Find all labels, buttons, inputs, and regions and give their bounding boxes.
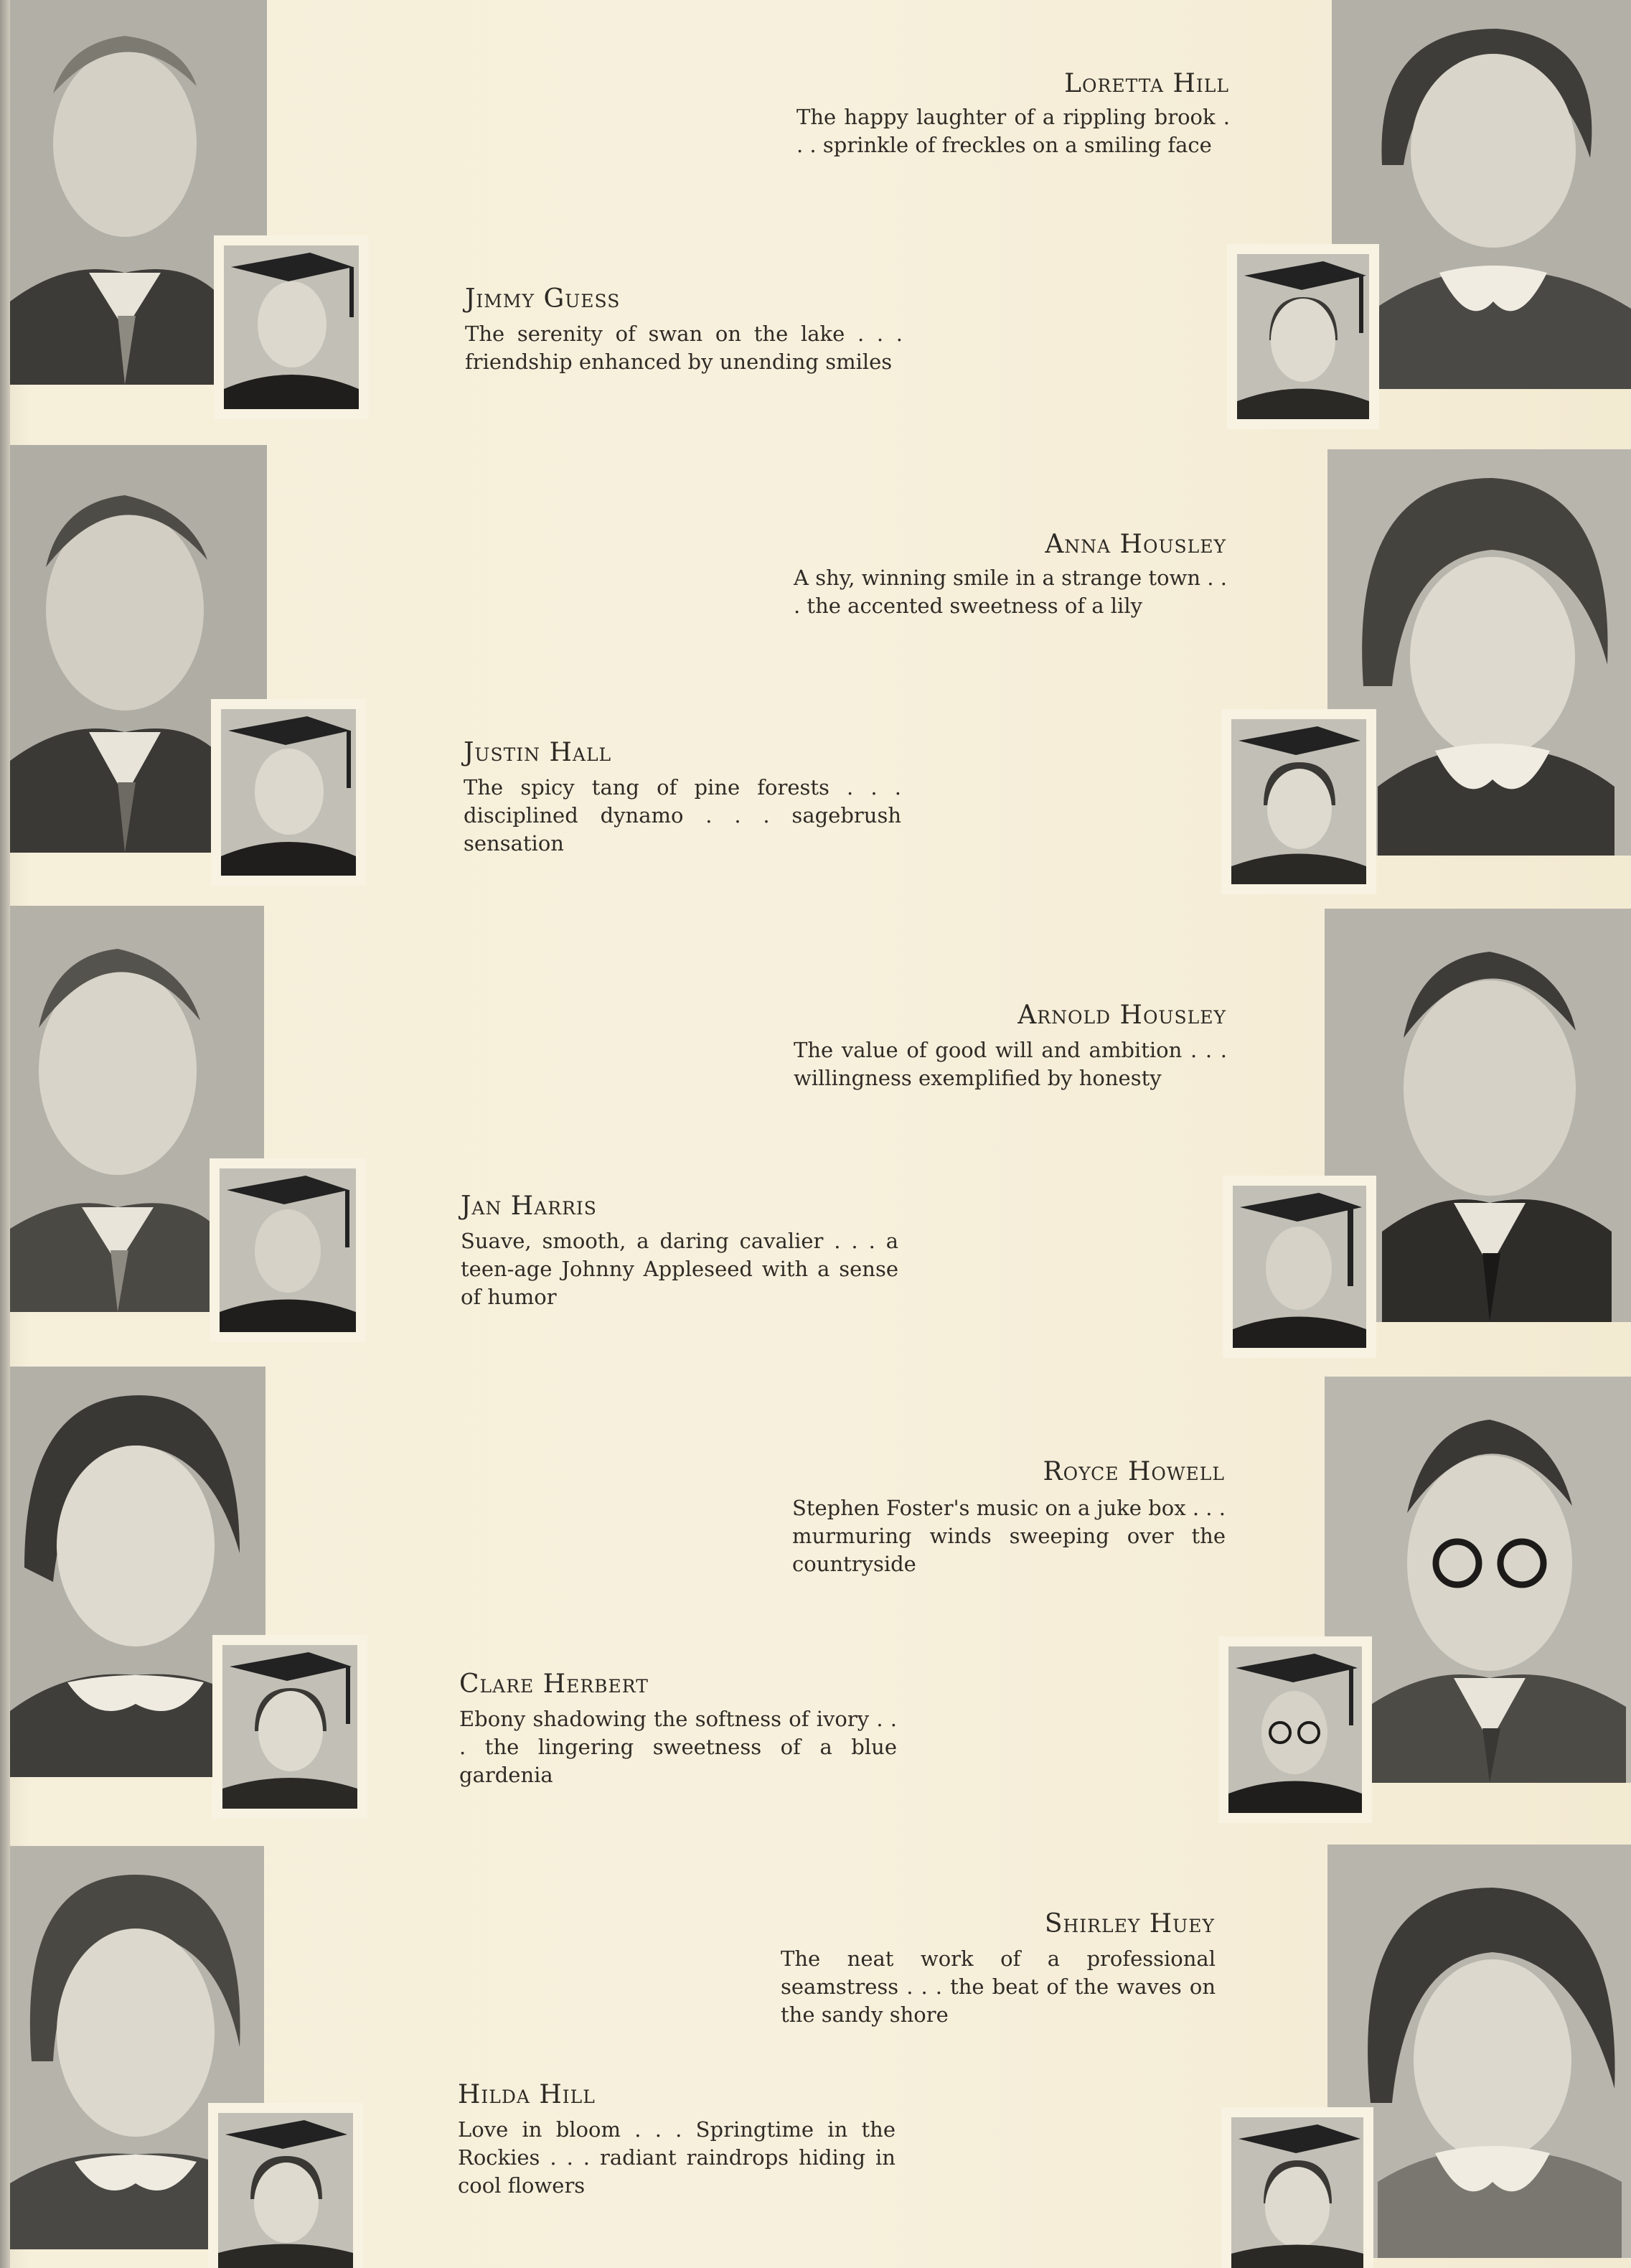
boy-cap-portrait-icon [220,1168,356,1332]
cap-portrait-shirley-huey [1231,2117,1363,2268]
student-bio: The serenity of swan on the lake . . . friendship enhanced by unending smiles [465,322,903,374]
boy-cap-portrait-icon [1228,1646,1362,1813]
portrait-loretta-hill [1332,0,1631,389]
girl-portrait-icon [1327,1845,1631,2258]
cap-portrait-hilda-hill [218,2113,353,2268]
cap-portrait-jan-harris [220,1168,356,1332]
portrait-shirley-huey [1327,1845,1631,2258]
student-bio: Suave, smooth, a daring cavalier . . . a teen-age Johnny Appleseed with a sense of humor [461,1229,898,1309]
student-name: Royce Howell [1043,1457,1225,1486]
book-spine-shadow [0,0,10,2268]
boy-cap-portrait-icon [224,245,359,409]
girl-cap-portrait-icon [1231,719,1366,884]
student-name: Loretta Hill [1064,69,1229,98]
cap-portrait-justin-hall [221,709,356,876]
boy-portrait-icon [1325,1377,1631,1783]
girl-portrait-icon [1327,449,1631,856]
girl-cap-portrait-icon [218,2113,353,2268]
cap-portrait-royce-howell [1228,1646,1362,1813]
student-bio: The value of good will and ambition . . . willingness exemplified by honesty [794,1038,1227,1090]
student-name: Justin Hall [464,738,612,767]
student-bio: A shy, winning smile in a strange town . . . the accented sweetness of a lily [794,566,1227,618]
boy-portrait-icon [1325,909,1631,1322]
student-name: Clare Herbert [459,1669,649,1699]
girl-cap-portrait-icon [1231,2117,1363,2268]
student-name: Jimmy Guess [465,284,621,314]
girl-cap-portrait-icon [222,1645,357,1809]
cap-portrait-jimmy-guess [224,245,359,409]
cap-portrait-anna-housley [1231,719,1366,884]
student-name: Jan Harris [461,1191,597,1221]
student-bio: Ebony shadowing the softness of ivory . . . the lingering sweetness of a blue gardenia [459,1707,897,1787]
student-bio: The spicy tang of pine forests . . . disciplined dynamo . . . sagebrush sensation [464,775,901,856]
cap-portrait-arnold-housley [1233,1186,1366,1348]
cap-portrait-clare-herbert [222,1645,357,1809]
boy-cap-portrait-icon [1233,1186,1366,1348]
girl-portrait-icon [1332,0,1631,389]
student-name: Arnold Housley [1017,1001,1226,1030]
student-bio: The happy laughter of a rippling brook . . . sprinkle of freckles on a smiling face [796,105,1230,157]
girl-cap-portrait-icon [1237,254,1369,419]
student-name: Anna Housley [1045,530,1226,559]
student-name: Hilda Hill [458,2080,596,2109]
portrait-arnold-housley [1325,909,1631,1322]
portrait-anna-housley [1327,449,1631,856]
cap-portrait-anna-housley-upper [1237,254,1369,419]
student-bio: Love in bloom . . . Springtime in the Rockies . . . radiant raindrops hiding in cool flowers [458,2117,896,2198]
student-name: Shirley Huey [1044,1909,1215,1939]
portrait-royce-howell [1325,1377,1631,1783]
student-bio: The neat work of a professional seamstress . . . the beat of the waves on the sandy shore [781,1946,1216,2027]
boy-cap-portrait-icon [221,709,356,876]
student-bio: Stephen Foster's music on a juke box . . . murmuring winds sweeping over the countryside [792,1496,1226,1576]
